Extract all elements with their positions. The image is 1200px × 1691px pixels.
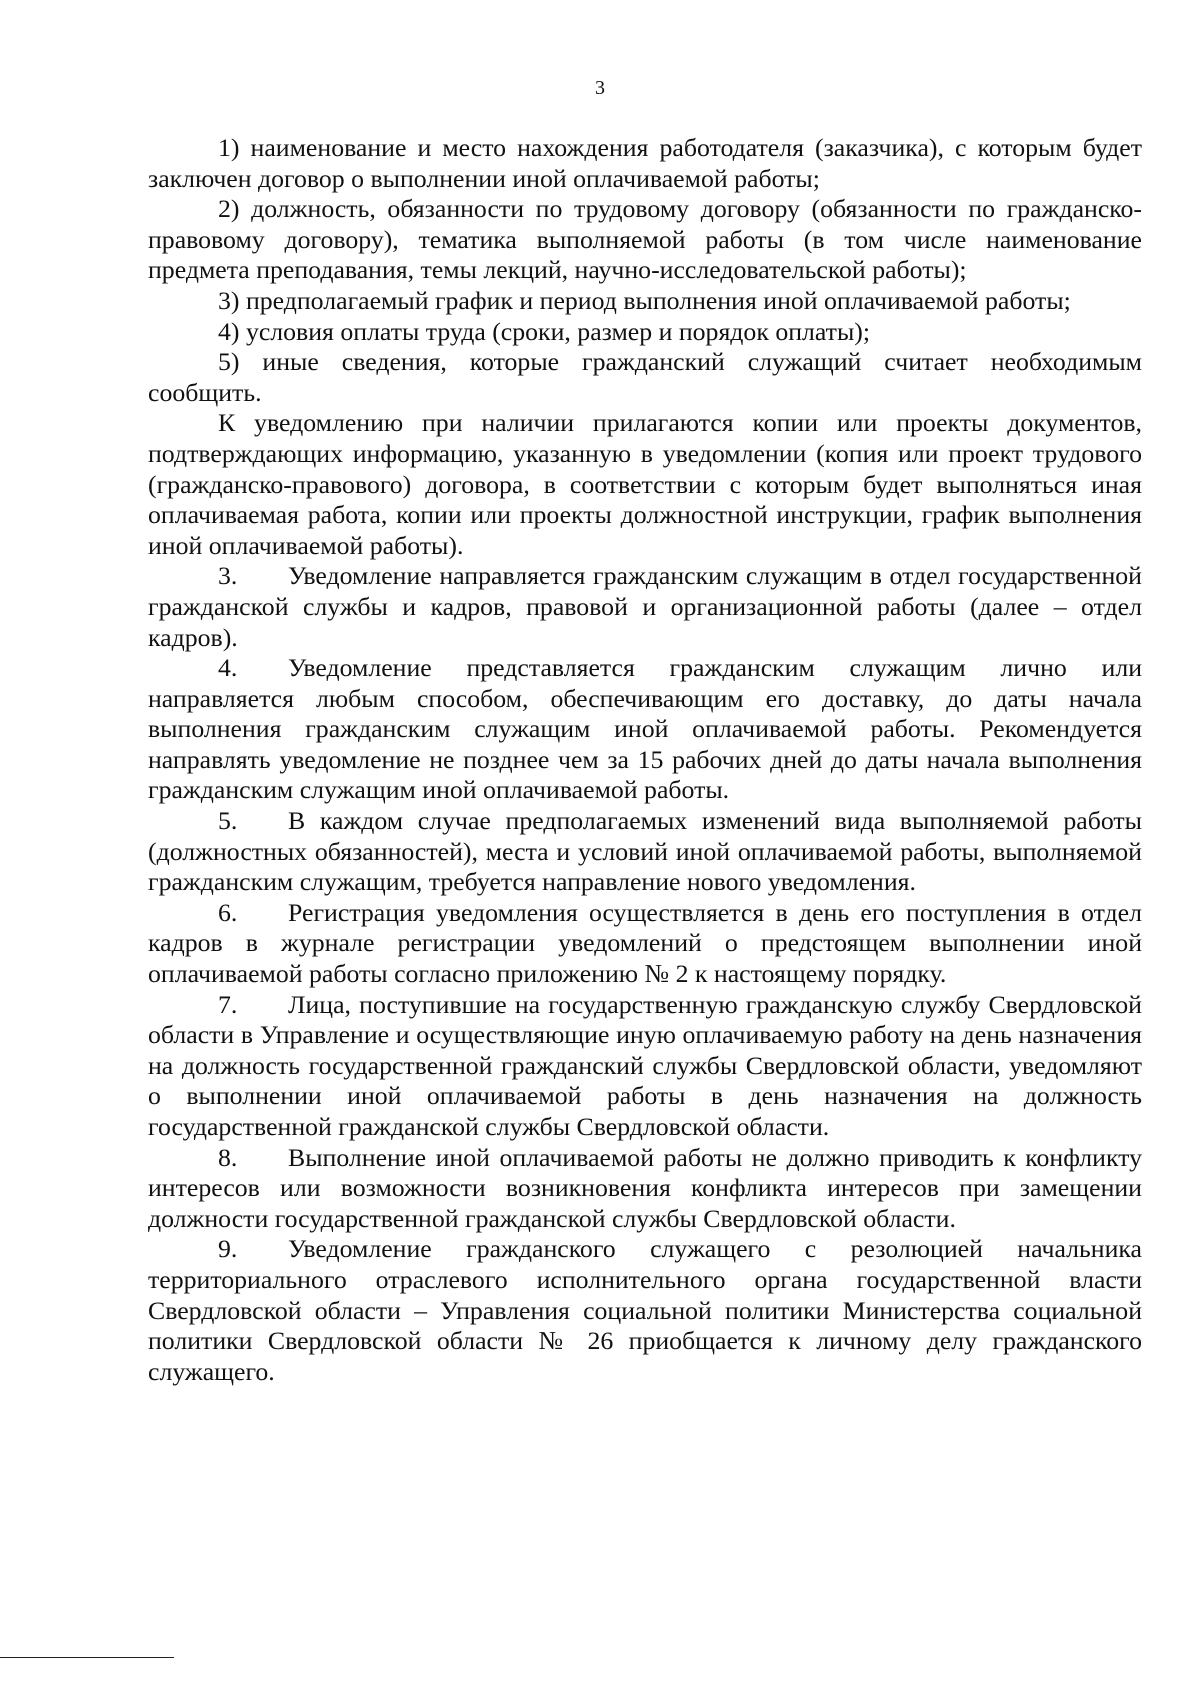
clause-number: 3. <box>218 561 238 591</box>
clause <box>148 561 1142 653</box>
list-item: 1) наименование и место нахождения работодателя (заказчика), с которым будет заключен договор о выполнении иной оплачиваемой работы; <box>148 133 1142 193</box>
list-item: 5) иные сведения, которые гражданский служащий считает необходимым сообщить. <box>148 347 1142 407</box>
clause-number: 4. <box>218 653 238 683</box>
clause-number: 6. <box>218 897 238 927</box>
clause <box>148 1143 1142 1235</box>
clause-text: Уведомление направляется гражданским служащим в отдел государственной гражданской службы и кадров, правовой и организационной работы (далее – отдел кадров). <box>148 561 1142 652</box>
list-item: 3) предполагаемый график и период выполнения иной оплачиваемой работы; <box>218 285 1071 315</box>
clause-text: Регистрация уведомления осуществляется в день его поступления в отдел кадров в журнале регистрации уведомлений о предстоящем выполнении иной оплачиваемой работы согласно приложению № 2 к настоящему порядку. <box>148 897 1142 989</box>
clause-text: Лица, поступившие на государственную гражданскую службу Свердловской области в Управление и осуществляющие иную оплачиваемую работу на день назначения на должность государственной гражданский службы Свердловской области, уведомляют о выполнении иной оплачиваемой работы в день назначения на должность государственной гражданской службы Свердловской области. <box>148 989 1142 1141</box>
list-item: 4) условия оплаты труда (сроки, размер и порядок оплаты); <box>218 316 871 346</box>
clause <box>148 898 1142 990</box>
clause-text: В каждом случае предполагаемых изменений вида выполняемой работы (должностных обязанностей), места и условий иной оплачиваемой работы, выполняемой гражданским служащим, требуется направление нового уведомления. <box>148 806 1142 897</box>
clause-text: Уведомление гражданского служащего с резолюцией начальника территориального отраслевого исполнительного органа государственной власти Свердловской области – Управления социальной политики Министерства социальной политики Свердловской области № 26 приобщается к личному делу гражданского служащего. <box>148 1234 1142 1386</box>
clause-number: 5. <box>218 806 238 836</box>
list-item: 2) должность, обязанности по трудовому договору (обязанности по гражданско-правовому договору), тематика выполняемой работы (в том числе наименование предмета преподавания, темы лекций, научно-исследовательской работы); <box>148 194 1142 285</box>
clause-number: 7. <box>218 989 238 1019</box>
clause-text: Уведомление представляется гражданским служащим лично или направляется любым способом, обеспечивающим его доставку, до даты начала выполнения гражданским служащим иной оплачиваемой работы. Рекомендуется направлять уведомление не позднее чем за 15 рабочих дней до даты начала выполнения гражданским служащим иной оплачиваемой работы. <box>148 653 1142 805</box>
document-body <box>148 133 1142 1387</box>
clause <box>148 806 1142 898</box>
clause <box>148 653 1142 806</box>
clause <box>148 1234 1142 1387</box>
clause-number: 8. <box>218 1142 238 1172</box>
clause-number: 9. <box>218 1234 238 1264</box>
attachments-paragraph: К уведомлению при наличии прилагаются копии или проекты документов, подтверждающих информацию, указанную в уведомлении (копия или проект трудового (гражданско-правового) договора, в соответствии с которым будет выполняться иная оплачиваемая работа, копии или проекты должностной инструкции, график выполнения иной оплачиваемой работы). <box>148 408 1142 560</box>
page-number: 3 <box>595 77 605 99</box>
clause-text: Выполнение иной оплачиваемой работы не должно приводить к конфликту интересов или возможности возникновения конфликта интересов при замещении должности государственной гражданской службы Свердловской области. <box>148 1142 1142 1233</box>
clause <box>148 990 1142 1143</box>
footer-rule <box>0 1657 174 1658</box>
